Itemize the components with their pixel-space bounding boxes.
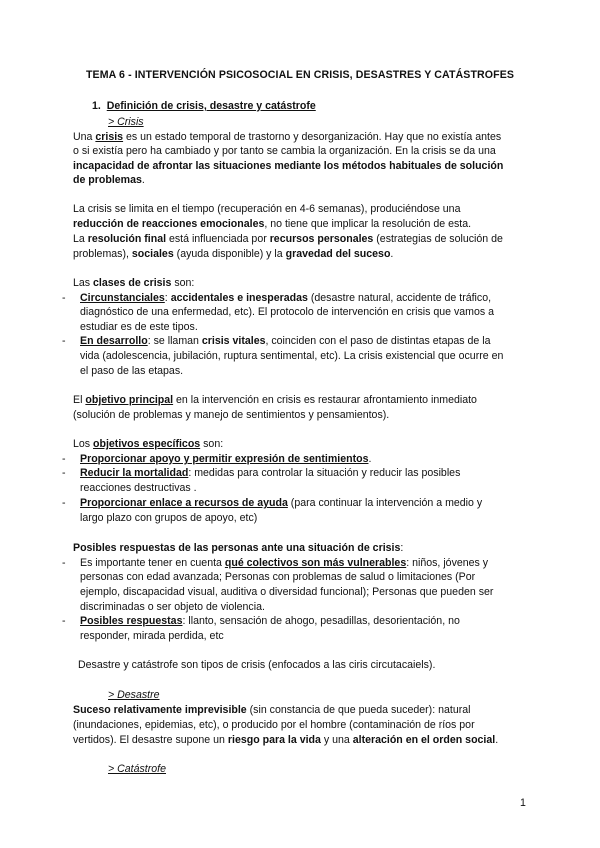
text-line: largo plazo con grupos de apoyo, etc): [80, 512, 258, 524]
text-line: discriminadas o ser objeto de violencia.: [80, 601, 265, 613]
text-line: reducción de reacciones emocionales, no tiene que implicar la resolución de esta.: [73, 218, 472, 230]
page-number: 1: [520, 797, 526, 809]
text-line: vida (adolescencia, jubilación, ruptura sentimental, etc). La crisis existencial que ocurre en: [80, 350, 504, 362]
text-line: el paso de las etapas.: [80, 365, 184, 377]
text-line: (solución de problemas y manejo de sentimientos y pensamientos).: [73, 409, 390, 421]
list-bullet: -: [62, 557, 66, 569]
text-line: de problemas.: [73, 174, 145, 186]
crisis-subheading-link[interactable]: > Crisis: [108, 116, 144, 128]
list-item: Reducir la mortalidad: medidas para controlar la situación y reducir las posibles: [80, 467, 461, 479]
section-heading: 1. Definición de crisis, desastre y catástrofe: [92, 100, 316, 112]
list-bullet: -: [62, 292, 66, 304]
text-line: o si existía pero ha cambiado y por tanto se cambia la organización. En la crisis se da una: [73, 145, 496, 157]
text-line: incapacidad de afrontar las situaciones mediante los métodos habituales de solución: [73, 160, 504, 172]
list-bullet: -: [62, 467, 66, 479]
list-item: Es importante tener en cuenta qué colectivos son más vulnerables: niños, jóvenes y: [80, 557, 489, 569]
text-line: diagnóstico de una enfermedad, etc). El protocolo de intervención en crisis que vamos a: [80, 306, 494, 318]
catastrofe-subheading-link[interactable]: > Catástrofe: [108, 763, 167, 775]
text-line: El objetivo principal en la intervención en crisis es restaurar afrontamiento inmediato: [73, 394, 477, 406]
list-item: Proporcionar enlace a recursos de ayuda (para continuar la intervención a medio y: [80, 497, 483, 509]
text-line: La resolución final está influenciada por recursos personales (estrategias de solución de: [73, 233, 503, 245]
text-line: Suceso relativamente imprevisible (sin constancia de que pueda suceder): natural: [73, 704, 471, 716]
document-title: TEMA 6 - INTERVENCIÓN PSICOSOCIAL EN CRISIS, DESASTRES Y CATÁSTROFES: [85, 69, 515, 81]
text-line: Las clases de crisis son:: [73, 277, 195, 289]
list-item: Circunstanciales: accidentales e inesperadas (desastre natural, accidente de tráfico,: [80, 292, 492, 304]
list-bullet: -: [62, 497, 66, 509]
text-line: responder, mirada perdida, etc: [80, 630, 224, 642]
text-line: ejemplo, discapacidad visual, auditiva o diversidad funcional); Personas que pueden ser: [80, 586, 494, 598]
text-line: Los objetivos específicos son:: [73, 438, 224, 450]
section-heading-text: Definición de crisis, desastre y catástrofe: [106, 100, 316, 112]
text-line: personas con edad avanzada; Personas con problemas de salud o limitaciones (Por: [80, 571, 476, 583]
list-item: En desarrollo: se llaman crisis vitales, coinciden con el paso de distintas etapas de la: [80, 335, 491, 347]
list-item: Posibles respuestas: llanto, sensación de ahogo, pesadillas, desorientación, no: [80, 615, 460, 627]
text-line: Desastre y catástrofe son tipos de crisis (enfocados a las ciris circutacaiels).: [78, 659, 436, 671]
list-bullet: -: [62, 615, 66, 627]
list-item: Proporcionar apoyo y permitir expresión de sentimientos.: [80, 453, 372, 465]
text-line: Una crisis es un estado temporal de trastorno y desorganización. Hay que no existía antes: [73, 131, 502, 143]
text-line: (inundaciones, epidemias, etc), o producido por el hombre (contaminación de ríos por: [73, 719, 475, 731]
list-bullet: -: [62, 335, 66, 347]
text-line: estudiar es de este tipos.: [80, 321, 198, 333]
desastre-subheading-link[interactable]: > Desastre: [108, 689, 160, 701]
subsection-heading: Posibles respuestas de las personas ante una situación de crisis:: [73, 542, 404, 554]
text-line: problemas), sociales (ayuda disponible) y la gravedad del suceso.: [73, 248, 394, 260]
text-line: vertidos). El desastre supone un riesgo para la vida y una alteración en el orden social.: [73, 734, 499, 746]
text-line: La crisis se limita en el tiempo (recuperación en 4-6 semanas), produciéndose una: [73, 203, 461, 215]
list-bullet: -: [62, 453, 66, 465]
text-line: reacciones destructivas .: [80, 482, 197, 494]
